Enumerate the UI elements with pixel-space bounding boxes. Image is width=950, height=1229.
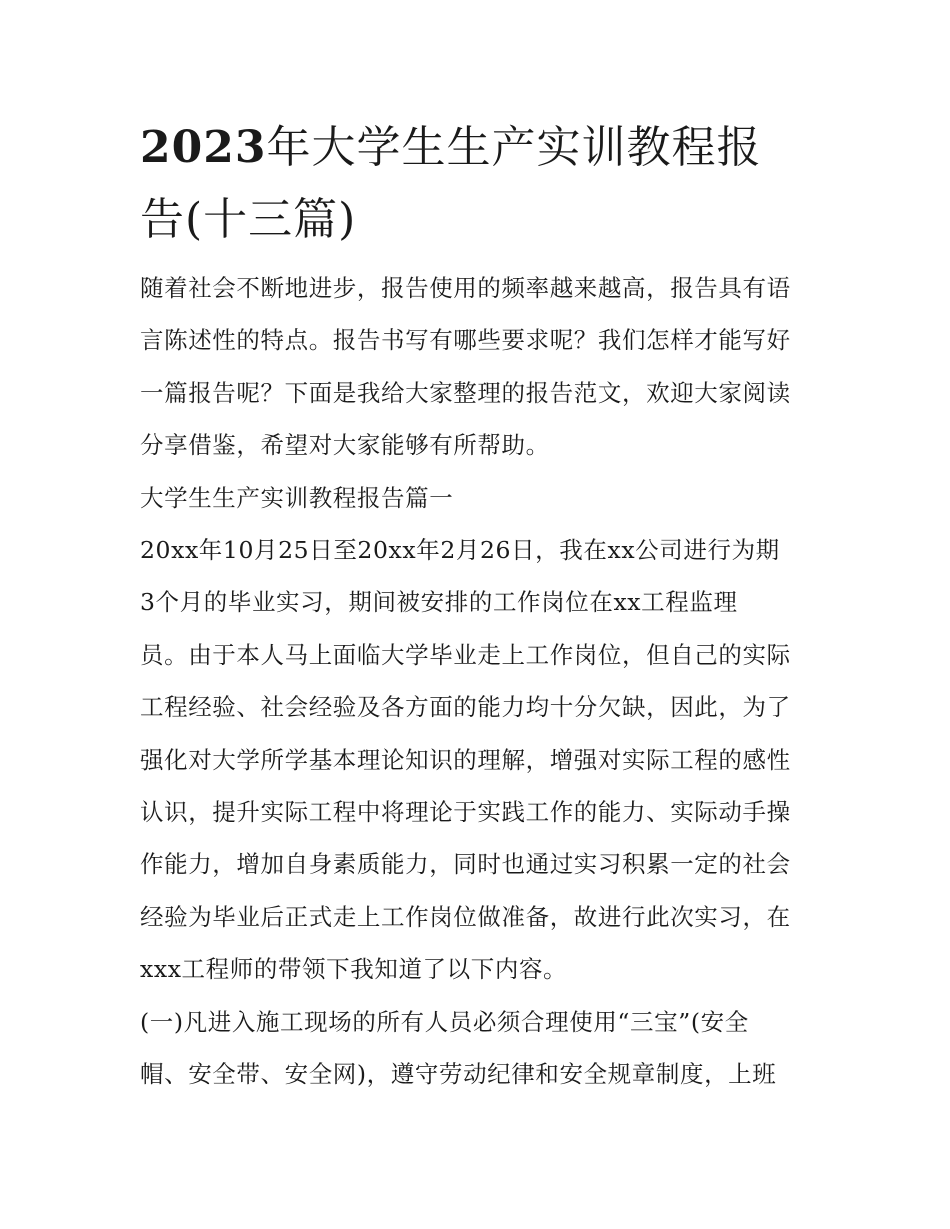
body-line: xxx工程师的带领下我知道了以下内容。 [140,955,568,984]
title-line-2: 告(十三篇) [140,194,357,245]
body-line: 帽、安全带、安全网)，遵守劳动纪律和安全规章制度，上班 [140,1060,777,1089]
document-title [140,112,812,256]
body-line: 工程经验、社会经验及各方面的能力均十分欠缺，因此，为了 [140,693,791,722]
body-line: 20xx年10月25日至20xx年2月26日，我在xx公司进行为期 [140,536,780,565]
section-body [140,524,812,1100]
body-line: 强化对大学所学基本理论知识的理解，增强对实际工程的感性 [140,745,791,774]
document-body [140,262,812,1101]
title-line-1: 2023年大学生生产实训教程报 [140,122,762,173]
intro-line: 分享借鉴，希望对大家能够有所帮助。 [140,431,550,460]
section-heading: 大学生生产实训教程报告篇一 [140,483,454,512]
body-line: 认识，提升实际工程中将理论于实践工作的能力、实际动手操 [140,798,791,827]
body-line: 员。由于本人马上面临大学毕业走上工作岗位，但自己的实际 [140,640,791,669]
intro-line: 随着社会不断地进步，报告使用的频率越来越高，报告具有语 [140,274,791,302]
body-line: 作能力，增加自身素质能力，同时也通过实习积累一定的社会 [140,850,791,879]
intro-paragraph [140,262,812,472]
body-line: (一)凡进入施工现场的所有人员必须合理使用“三宝”(安全 [140,1007,749,1036]
body-line: 3个月的毕业实习，期间被安排的工作岗位在xx工程监理 [140,588,738,617]
intro-line: 一篇报告呢？下面是我给大家整理的报告范文，欢迎大家阅读 [140,378,791,407]
body-line: 经验为毕业后正式走上工作岗位做准备，故进行此次实习，在 [140,902,791,931]
document-page [140,112,812,1101]
intro-line: 言陈述性的特点。报告书写有哪些要求呢？我们怎样才能写好 [140,326,791,355]
